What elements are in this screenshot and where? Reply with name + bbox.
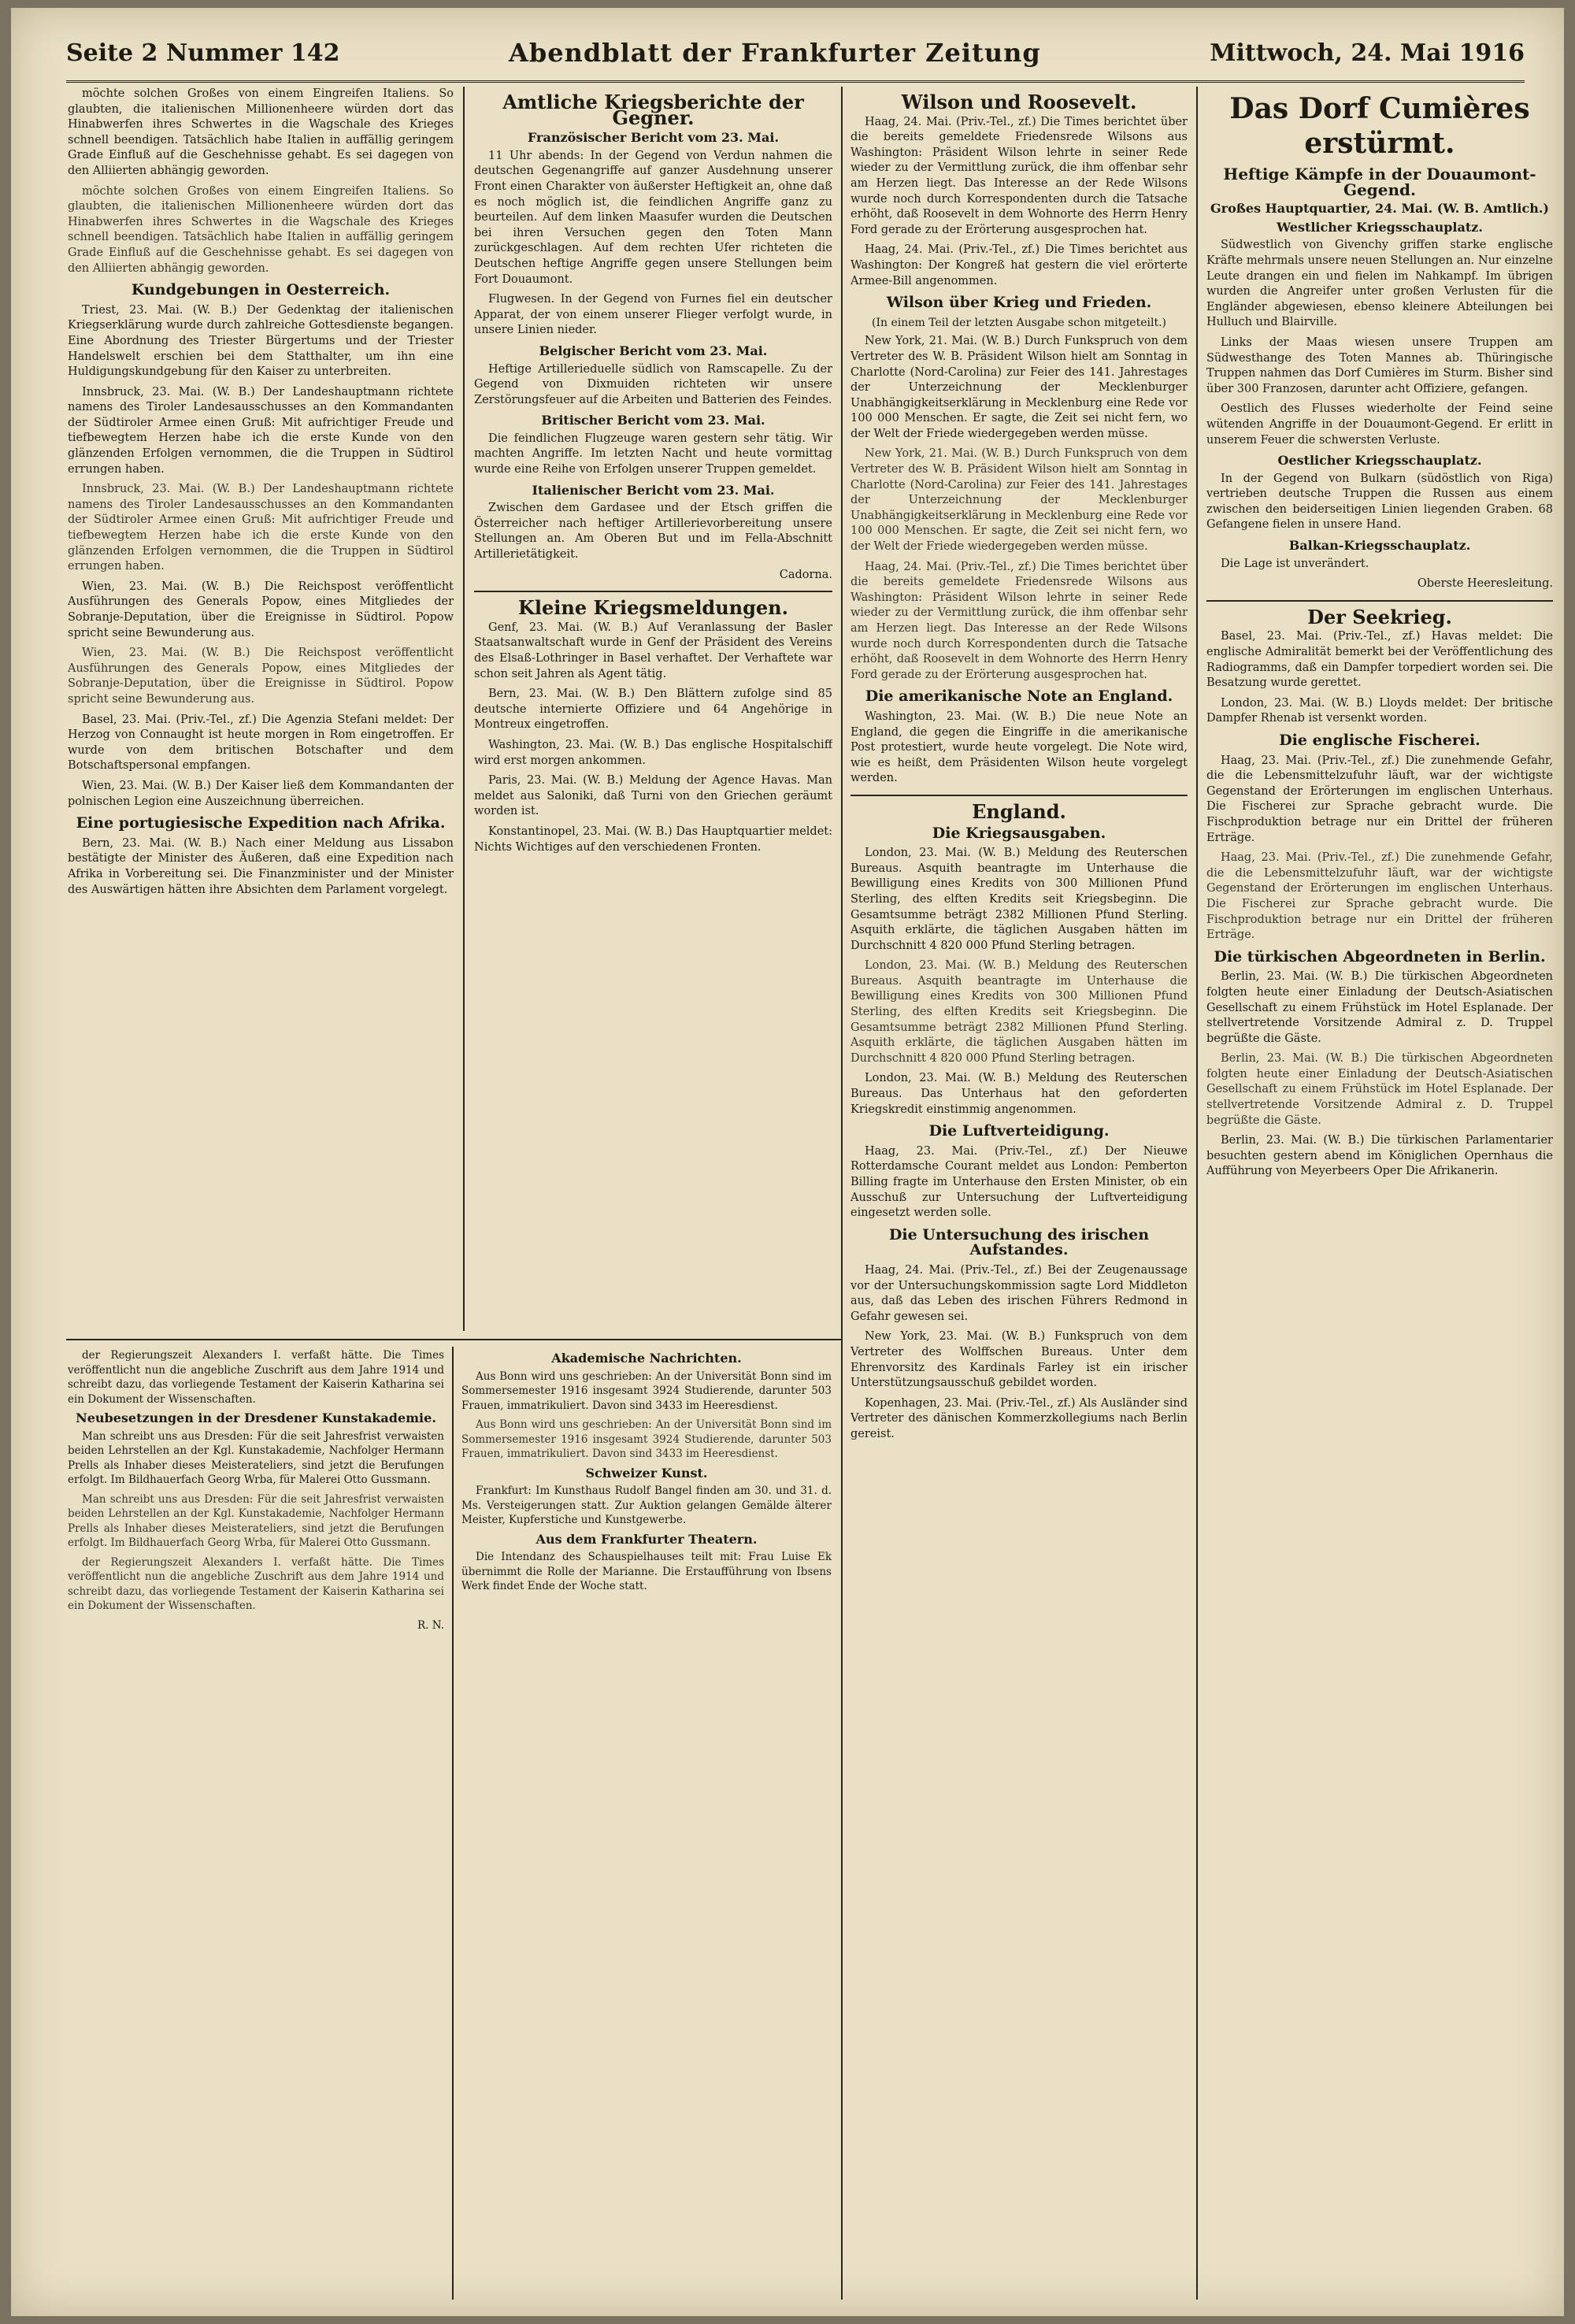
subheadline: Heftige Kämpfe in der Douaumont-Gegend.: [1223, 165, 1536, 199]
column-3: [850, 87, 1188, 2300]
article-text: New York, 21. Mai. (W. B.) Durch Funkspruch von dem Vertreter des W. B. Präsident Wilson hielt am Sonntag in Charlotte (Nord-Carolina) zur Feier des 141. Jahrestages der Unterzeichnung der Mecklenburger Unabhängigkeitserklärung in Mecklenburg eine Rede vor 100 000 Menschen. Er sagte, die Zeit sei nicht fern, wo der Welt der Friede wiedergegeben werden müsse.: [850, 335, 1188, 440]
article-text: 11 Uhr abends: In der Gegend von Verdun nahmen die deutschen Gegenangriffe auf ganzer Ausdehnung unserer Front einen Charakter von äußerster Heftigkeit an, ohne daß es noch möglich ist, die feindlichen Angriffe ganz zu beurteilen. Auf dem linken Maasufer wurden die Deutschen bei ihren Versuchen gegen den Toten Mann zurückgeschlagen. Auf dem rechten Ufer richteten die Deutschen heftige Angriffe gegen unsere Stellungen beim Fort Douaumont.: [474, 149, 832, 286]
column-4: [1206, 87, 1553, 2300]
article-text: Haag, 24. Mai. (Priv.-Tel., zf.) Die Times berichtet aus Washington: Der Kongreß hat gestern die viel erörterte Armee-Bill angenommen.: [850, 243, 1188, 287]
article-text: Basel, 23. Mai. (Priv.-Tel., zf.) Havas meldet: Die englische Admiralität bemerkt bei der Veröffentlichung des Radiogramms, daß ein Dampfer torpediert worden sei. Die Besatzung wurde gerettet.: [1206, 630, 1553, 690]
article-text: Bern, 23. Mai. (W. B.) Den Blättern zufolge sind 85 deutsche internierte Offiziere und 64 Angehörige in Montreux eingetroffen.: [474, 688, 832, 732]
article-text: Flugwesen. In der Gegend von Furnes fiel ein deutscher Apparat, der von einem unserer Flieger verfolgt wurde, in unsere Linien nieder.: [474, 293, 832, 337]
newspaper-title: Abendblatt der Frankfurter Zeitung: [509, 38, 1041, 68]
feuilleton-rule: [66, 1339, 842, 1340]
article-text: New York, 23. Mai. (W. B.) Funkspruch von dem Vertreter des Wolffschen Bureaus. Unter dem Ehrenvorsitz des Kardinals Farley ist ein irischer Unterstützungsausschuß gebildet worden.: [850, 1330, 1188, 1390]
article-text: Südwestlich von Givenchy griffen starke englische Kräfte mehrmals unsere neuen Stellungen an. Nur einzelne Leute drangen ein und fielen im Nahkampf. Im übrigen wurden die Angreifer unter großen Verlusten für die Engländer abgewiesen, ebenso kleinere Abteilungen bei Hulluch und Blairville.: [1206, 239, 1553, 329]
article-text: Wien, 23. Mai. (W. B.) Der Kaiser ließ dem Kommandanten der polnischen Legion eine Auszeichnung überreichen.: [68, 779, 454, 808]
column-rule: [841, 87, 843, 2300]
column-2: [474, 87, 832, 1331]
section-title: Westlicher Kriegsschauplatz.: [1277, 219, 1483, 235]
article-text: Berlin, 23. Mai. (W. B.) Die türkischen Abgeordneten folgten heute einer Einladung der Deutsch-Asiatischen Gesellschaft zu einem Frühstück im Hotel Esplanade. Der stellvertretende Vorsitzende Admiral z. D. Truppel begrüßte die Gäste.: [1206, 970, 1553, 1045]
article-text: Basel, 23. Mai. (Priv.-Tel., zf.) Die Agenzia Stefani meldet: Der Herzog von Connaught ist heute morgen in Rom eingetroffen. Er wurde von dem britischen Botschafter und dem Botschaftspersonal empfangen.: [68, 713, 454, 773]
article-text: Kopenhagen, 23. Mai. (Priv.-Tel., zf.) Als Ausländer sind Vertreter des dänischen Kommerzkollegiums nach Berlin gereist.: [850, 1396, 1188, 1440]
signature: R. N.: [417, 1618, 444, 1632]
headline-england: England.: [972, 799, 1066, 823]
report-title: Italienischer Bericht vom 23. Mai.: [532, 482, 775, 498]
newspaper-page: [11, 8, 1564, 2316]
article-text: Triest, 23. Mai. (W. B.) Der Gedenktag der italienischen Kriegserklärung wurde durch zahlreiche Gottesdienste begangen. Eine Abordnung des Triester Bürgertums und der Triester Handelswelt erschien bei dem Statthalter, um ihn eine Huldigungskundgebung für den Kaiser zu unterbreiten.: [68, 303, 454, 379]
article-text: Paris, 23. Mai. (W. B.) Meldung der Agence Havas. Man meldet aus Saloniki, daß Turni von den Griechen geräumt worden ist.: [474, 774, 832, 818]
signature: Cadorna.: [779, 568, 832, 581]
report-title: Belgischer Bericht vom 23. Mai.: [539, 343, 768, 358]
article-text: Man schreibt uns aus Dresden: Für die seit Jahresfrist verwaisten beiden Lehrstellen an der Kgl. Kunstakademie, Nachfolger Hermann Prells als Inhaber dieses Meisterateliers, sind jetzt die Berufungen erfolgt. Im Bildhauerfach Georg Wrba, für Malerei Otto Gussmann.: [68, 1429, 444, 1486]
article-text: Oestlich des Flusses wiederholte der Feind seine wütenden Angriffe in der Douaumont-Gegend. Er erlitt in unserem Feuer die schwersten Verluste.: [1206, 402, 1553, 447]
headline-kleine-kriegsmeldungen: Kleine Kriegsmeldungen.: [518, 596, 788, 620]
article-text: Man schreibt uns aus Dresden: Für die seit Jahresfrist verwaisten beiden Lehrstellen an der Kgl. Kunstakademie, Nachfolger Hermann Prells als Inhaber dieses Meisterateliers, sind jetzt die Berufungen erfolgt. Im Bildhauerfach Georg Wrba, für Malerei Otto Gussmann.: [68, 1492, 444, 1549]
article-text: Berlin, 23. Mai. (W. B.) Die türkischen Parlamentarier besuchten gestern abend im Königlichen Opernhaus die Aufführung von Meyerbeers Oper Die Afrikanerin.: [1206, 1134, 1553, 1178]
article-text: Die feindlichen Flugzeuge waren gestern sehr tätig. Wir machten Angriffe. Im letzten Nacht und heute vormittag wurde eine Reihe von Erfolgen unserer Truppen gemeldet.: [474, 432, 832, 476]
article-text: Aus Bonn wird uns geschrieben: An der Universität Bonn sind im Sommersemester 1916 insgesamt 3924 Studierende, darunter 503 Frauen, immatrikuliert. Davon sind 3433 im Heeresdienst.: [461, 1370, 832, 1412]
article-text: In der Gegend von Bulkarn (südöstlich von Riga) vertrieben deutsche Truppen die Russen aus einem zwischen den beiderseitigen Linien liegenden Graben. 68 Gefangene fielen in unsere Hand.: [1206, 472, 1553, 532]
article-text: Bern, 23. Mai. (W. B.) Nach einer Meldung aus Lissabon bestätigte der Minister des Äußeren, daß eine Expedition nach Afrika in Vorbereitung sei. Die Finanzminister und der Minister des Auswärtigen hätten ihre Absichten dem Parlament vorgelegt.: [68, 836, 454, 896]
divider: [850, 795, 1188, 796]
feuilleton-column-1: [68, 1348, 444, 2293]
article-text: Innsbruck, 23. Mai. (W. B.) Der Landeshauptmann richtete namens des Tiroler Landesausschusses an den Kommandanten der Südtiroler Armee einen Gruß: Mit aufrichtiger Freude und tiefbewegtem Herzen habe ich die erste Kunde von den glänzenden Erfolgen vernommen, die die Truppen in Südtirol errungen haben.: [68, 385, 454, 476]
article-text: Wien, 23. Mai. (W. B.) Die Reichspost veröffentlicht Ausführungen des Generals Popow, eines Mitgliedes der Sobranje-Deputation, über die Ereignisse in Südtirol. Popow spricht seine Bewunderung aus.: [68, 580, 454, 639]
article-text: möchte solchen Großes von einem Eingreifen Italiens. So glaubten, die italienischen Millionenheere würden dort das Hinabwerfen ihres Schwertes in die Wagschale des Krieges schnell beendigen. Tatsächlich habe Italien in auffällig geringem Grade Einfluß auf die Geschehnisse gehabt. Es sei dagegen von den Alliierten abhängig geworden.: [68, 87, 454, 177]
issue-date: Mittwoch, 24. Mai 1916: [1210, 39, 1525, 67]
article-text: Innsbruck, 23. Mai. (W. B.) Der Landeshauptmann richtete namens des Tiroler Landesausschusses an den Kommandanten der Südtiroler Armee einen Gruß: Mit aufrichtiger Freude und tiefbewegtem Herzen habe ich die erste Kunde von den glänzenden Erfolgen vernommen, die die Truppen in Südtirol errungen haben.: [68, 483, 454, 573]
report-title: Französischer Bericht vom 23. Mai.: [527, 130, 780, 146]
report-title: Britischer Bericht vom 23. Mai.: [541, 413, 765, 428]
article-text: Genf, 23. Mai. (W. B.) Auf Veranlassung der Basler Staatsanwaltschaft wurde in Genf der Präsident des Vereins des Elsaß-Lothringer in Basel verhaftet. Der Verhaftete war schon seit Jahren als Agent tätig.: [474, 621, 832, 680]
headline-irischer-aufstand: Die Untersuchung des irischen Aufstandes.: [888, 1225, 1150, 1259]
section-title: Schweizer Kunst.: [585, 1465, 708, 1481]
column-rule: [463, 87, 465, 1331]
dateline: Großes Hauptquartier, 24. Mai. (W. B. Amtlich.): [1210, 201, 1549, 217]
article-text: Haag, 23. Mai. (Priv.-Tel., zf.) Die zunehmende Gefahr, die die Lebensmittelzufuhr läuft, war der wichtigste Gegenstand der Erörterungen im englischen Unterhaus. Die Fischerei zur Sprache gebracht wurde. Die Fischproduktion betrage nur ein Drittel der früheren Erträge.: [1206, 754, 1553, 844]
section-title: Aus dem Frankfurter Theatern.: [536, 1531, 758, 1547]
headline-osterreich: Kundgebungen in Oesterreich.: [131, 281, 391, 299]
section-title: Neubesetzungen in der Dresdener Kunstakademie.: [76, 1410, 436, 1425]
article-text: Haag, 23. Mai. (Priv.-Tel., zf.) Der Nieuwe Rotterdamsche Courant meldet aus London: Pemberton Billing fragte im Unterhause den Ersten Minister, ob ein Ausschuß zur Untersuchung der Luftverteidigung eingesetzt werden solle.: [850, 1144, 1188, 1220]
article-text: Frankfurt: Im Kunsthaus Rudolf Bangel finden am 30. und 31. d. Ms. Versteigerungen statt. Zur Auktion gelangen Gemälde älterer Meister, Kupferstiche und Kunstgewerbe.: [461, 1484, 832, 1526]
article-text: Zwischen dem Gardasee und der Etsch griffen die Österreicher nach heftiger Artillerievorbereitung unsere Stellungen an. Am Oberen But und im Fella-Abschnitt Artillerietätigkeit.: [474, 502, 832, 562]
article-text: London, 23. Mai. (W. B.) Meldung des Reuterschen Bureaus. Asquith beantragte im Unterhause die Bewilligung eines Kredits von 300 Millionen Pfund Sterling, des elften Kredits seit Kriegsbeginn. Die Gesamtsumme beträgt 2382 Millionen Pfund Sterling. Asquith erklärte, die täglichen Ausgaben hätten im Durchschnitt 4 820 000 Pfund Sterling betragen.: [850, 959, 1188, 1065]
article-text: Haag, 24. Mai. (Priv.-Tel., zf.) Die Times berichtet über die bereits gemeldete Friedensrede Wilsons aus Washington: Präsident Wilson lehrte in seiner Rede wieder zu der Vermittlung zurück, die ihm offenbar sehr am Herzen liegt. Das Interesse an der Rede Wilsons wurde noch durch Korrespondenten durch die Tatsache erhöht, daß Roosevelt in dem Wohnorte des Herrn Henry Ford gerade zu der Erörterung ausgesprochen hat.: [850, 115, 1188, 236]
headline-wilson-roosevelt: Wilson und Roosevelt.: [901, 91, 1137, 113]
headline-turkische-abgeordnete: Die türkischen Abgeordneten in Berlin.: [1214, 947, 1546, 966]
headline-seekrieg: Der Seekrieg.: [1307, 605, 1452, 628]
article-text: London, 23. Mai. (W. B.) Lloyds meldet: Der britische Dampfer Rhenab ist versenkt worden.: [1206, 696, 1553, 725]
article-text: der Regierungszeit Alexanders I. verfaßt hätte. Die Times veröffentlicht nun die angebliche Zuschrift aus dem Jahre 1914 und schreibt dazu, das vorliegende Testament der Kaiserin Katharina sei ein Dokument der Wissenschaften.: [68, 1349, 444, 1406]
article-text: Aus Bonn wird uns geschrieben: An der Universität Bonn sind im Sommersemester 1916 insgesamt 3924 Studierende, darunter 503 Frauen, immatrikuliert. Davon sind 3433 im Heeresdienst.: [461, 1418, 832, 1460]
section-title: Oestlicher Kriegsschauplatz.: [1277, 453, 1482, 469]
column-rule: [452, 1347, 454, 2300]
article-text: Berlin, 23. Mai. (W. B.) Die türkischen Abgeordneten folgten heute einer Einladung der Deutsch-Asiatischen Gesellschaft zu einem Frühstück im Hotel Esplanade. Der stellvertretende Vorsitzende Admiral z. D. Truppel begrüßte die Gäste.: [1206, 1052, 1553, 1127]
headline-englische-fischerei: Die englische Fischerei.: [1279, 732, 1480, 749]
headline-luftverteidigung: Die Luftverteidigung.: [928, 1122, 1110, 1140]
divider: [474, 591, 832, 592]
section-title: Balkan-Kriegsschauplatz.: [1288, 538, 1471, 554]
feuilleton-column-2: [461, 1348, 832, 2293]
column-rule: [1196, 87, 1198, 2300]
column-1: [68, 87, 454, 1331]
article-text: der Regierungszeit Alexanders I. verfaßt hätte. Die Times veröffentlicht nun die angebliche Zuschrift aus dem Jahre 1914 und schreibt dazu, das vorliegende Testament der Kaiserin Katharina sei ein Dokument der Wissenschaften.: [68, 1555, 444, 1612]
headline-cumieres: Das Dorf Cumières erstürmt.: [1229, 92, 1530, 160]
article-text: möchte solchen Großes von einem Eingreifen Italiens. So glaubten, die italienischen Millionenheere würden dort das Hinabwerfen ihres Schwertes in die Wagschale des Krieges schnell beendigen. Tatsächlich habe Italien in auffällig geringem Grade Einfluß auf die Geschehnisse gehabt. Es sei dagegen von den Alliierten abhängig geworden.: [68, 184, 454, 275]
subtitle: (In einem Teil der letzten Ausgabe schon mitgeteilt.): [871, 316, 1166, 329]
article-text: Washington, 23. Mai. (W. B.) Die neue Note an England, die gegen die Eingriffe in die amerikanische Post protestiert, wurde heute vorgelegt. Die Note wird, wie es heißt, dem Präsidenten Wilson heute vorgelegt werden.: [850, 710, 1188, 785]
article-text: London, 23. Mai. (W. B.) Meldung des Reuterschen Bureaus. Asquith beantragte im Unterhause die Bewilligung eines Kredits von 300 Millionen Pfund Sterling, des elften Kredits seit Kriegsbeginn. Die Gesamtsumme beträgt 2382 Millionen Pfund Sterling. Asquith erklärte, die täglichen Ausgaben hätten im Durchschnitt 4 820 000 Pfund Sterling betragen.: [850, 847, 1188, 952]
article-text: Konstantinopel, 23. Mai. (W. B.) Das Hauptquartier meldet: Nichts Wichtiges auf den verschiedenen Fronten.: [474, 825, 832, 854]
article-text: Die Lage ist unverändert.: [1221, 557, 1369, 570]
article-text: Washington, 23. Mai. (W. B.) Das englische Hospitalschiff wird erst morgen ankommen.: [474, 738, 832, 767]
article-text: Wien, 23. Mai. (W. B.) Die Reichspost veröffentlicht Ausführungen des Generals Popow, eines Mitgliedes der Sobranje-Deputation, über die Ereignisse in Südtirol. Popow spricht seine Bewunderung aus.: [68, 647, 454, 706]
headline-kriegsausgaben: Die Kriegsausgaben.: [932, 824, 1106, 842]
article-text: Heftige Artillerieduelle südlich von Ramscapelle. Zu der Gegend von Dixmuiden richteten wir unsere Zerstörungsfeuer auf die Arbeiten und Batterien des Feindes.: [474, 362, 832, 406]
article-text: New York, 21. Mai. (W. B.) Durch Funkspruch von dem Vertreter des W. B. Präsident Wilson hielt am Sonntag in Charlotte (Nord-Carolina) zur Feier des 141. Jahrestages der Unterzeichnung der Mecklenburger Unabhängigkeitserklärung in Mecklenburg eine Rede vor 100 000 Menschen. Er sagte, die Zeit sei nicht fern, wo der Welt der Friede wiedergegeben werden müsse.: [850, 447, 1188, 554]
masthead: [66, 25, 1525, 83]
page-number: Seite 2 Nummer 142: [66, 39, 340, 67]
headline-portugal: Eine portugiesische Expedition nach Afrika.: [76, 814, 446, 832]
article-text: Links der Maas wiesen unsere Truppen am Südwesthange des Toten Mannes ab. Thüringische Truppen nahmen das Dorf Cumières im Sturm. Bisher sind über 300 Franzosen, darunter acht Offiziere, gefangen.: [1206, 335, 1553, 395]
signature: Oberste Heeresleitung.: [1417, 577, 1553, 591]
headline-amerikanische-note: Die amerikanische Note an England.: [865, 688, 1173, 706]
article-text: Die Intendanz des Schauspielhauses teilt mit: Frau Luise Ek übernimmt die Rolle der Marianne. Die Erstaufführung von Ibsens Werk findet Ende der Woche statt.: [461, 1551, 832, 1592]
divider: [1206, 600, 1553, 602]
article-text: London, 23. Mai. (W. B.) Meldung des Reuterschen Bureaus. Das Unterhaus hat den geforderten Kriegskredit einstimmig angenommen.: [850, 1072, 1188, 1116]
article-text: Haag, 24. Mai. (Priv.-Tel., zf.) Die Times berichtet über die bereits gemeldete Friedensrede Wilsons aus Washington: Präsident Wilson lehrte in seiner Rede wieder zu der Vermittlung zurück, die ihm offenbar sehr am Herzen liegt. Das Interesse an der Rede Wilsons wurde noch durch Korrespondenten durch die Tatsache erhöht, daß Roosevelt in dem Wohnorte des Herrn Henry Ford gerade zu der Erörterung ausgesprochen hat.: [850, 560, 1188, 681]
headline-wilson-krieg-frieden: Wilson über Krieg und Frieden.: [886, 294, 1152, 312]
article-text: Haag, 23. Mai. (Priv.-Tel., zf.) Die zunehmende Gefahr, die die Lebensmittelzufuhr läuft, war der wichtigste Gegenstand der Erörterungen im englischen Unterhaus. Die Fischerei zur Sprache gebracht wurde. Die Fischproduktion betrage nur ein Drittel der früheren Erträge.: [1206, 851, 1553, 942]
article-text: Haag, 24. Mai. (Priv.-Tel., zf.) Bei der Zeugenaussage vor der Untersuchungskommission sagte Lord Middleton aus, daß das Leben des irischen Führers Redmond in Gefahr gewesen sei.: [850, 1263, 1188, 1323]
headline-amtliche-kriegsberichte: Amtliche Kriegsberichte der Gegner.: [502, 91, 804, 129]
section-title: Akademische Nachrichten.: [551, 1351, 742, 1366]
